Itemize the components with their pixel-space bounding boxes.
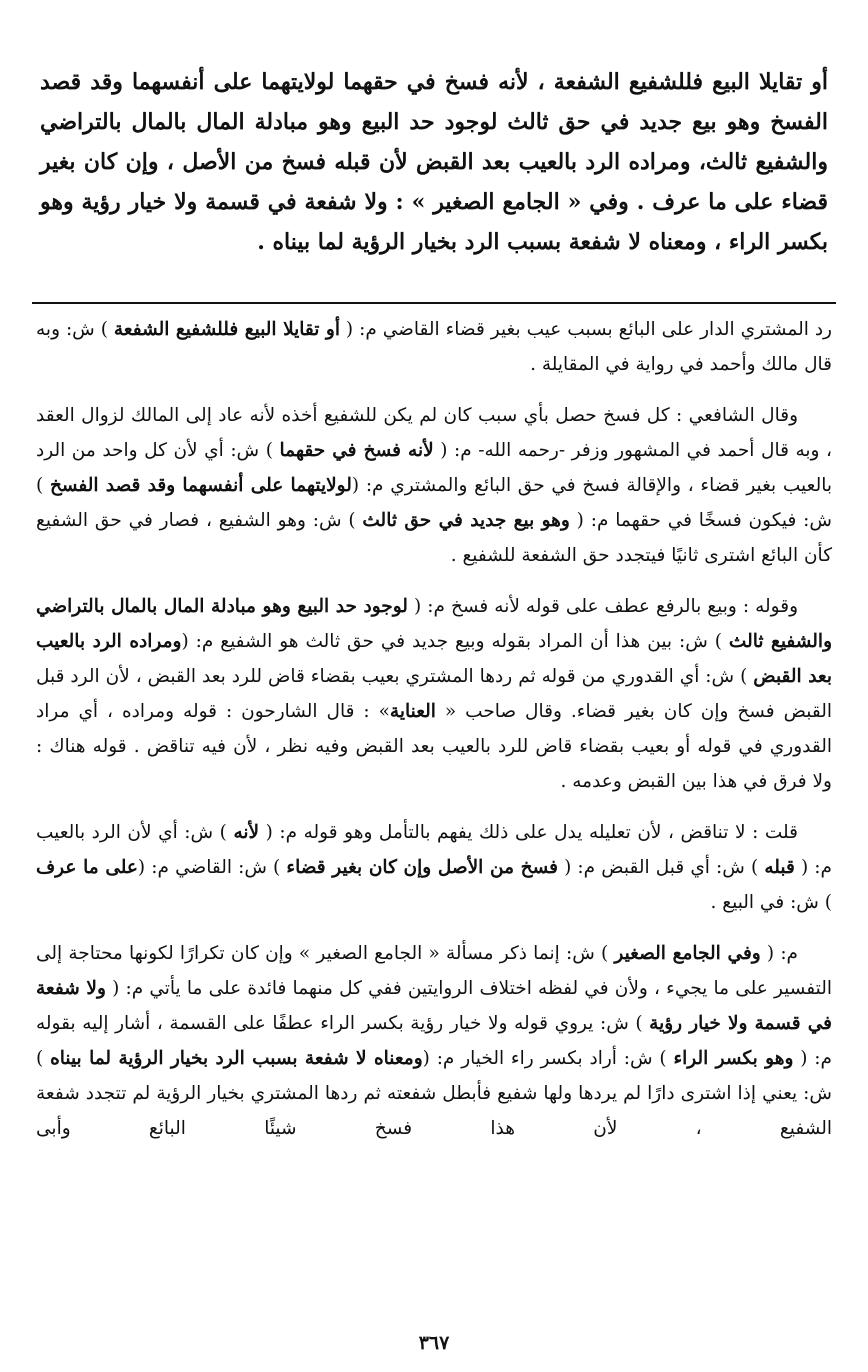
commentary-text: ) ش: وبه قال مالك وأحمد في رواية في المقايلة .: [36, 319, 832, 375]
quoted-main-text: لوجود حد البيع وهو مبادلة المال بالمال بالتراضي والشفيع ثالث: [36, 596, 832, 652]
commentary-text: م: (: [760, 943, 799, 964]
quoted-main-text: ولا شفعة في قسمة ولا خيار رؤية: [36, 978, 832, 1034]
commentary-text: » : قال الشارحون : قوله ومراده ، أي مراد القدوري في قوله أو بعيب بقضاء قاض للرد بالعيب بعد القبض وفيه نظر ، لأن فيه تناقض . قوله هناك : ولا فرق في هذا بين القبض وعدمه .: [36, 701, 832, 792]
quoted-main-text: لأنه فسخ في حقهما: [279, 440, 434, 461]
commentary-text: ) ش: القاضي م: (: [137, 857, 287, 878]
commentary-text: ) ش: أي لأن كل واحد من الرد بالعيب بغير قضاء ، والإقالة فسخ في حق البائع والمشتري م: (: [36, 440, 832, 496]
quoted-main-text: أو تقايلا البيع فللشفيع الشفعة: [113, 319, 340, 340]
quoted-main-text: وهو بيع جديد في حق ثالث: [362, 510, 570, 531]
quoted-main-text: لولايتهما على أنفسهما وقد قصد الفسخ: [49, 475, 352, 496]
quoted-main-text: فسخ من الأصل وإن كان بغير قضاء: [286, 857, 558, 878]
commentary-paragraph-2: [36, 398, 832, 573]
commentary-text: وقال الشافعي : كل فسخ حصل بأي سبب كان لم يكن للشفيع أخذه لأنه عاد إلى المالك لزوال العقد ، وبه قال أحمد في المشهور وزفر -رحمه الله- م: (: [36, 405, 833, 461]
commentary-text: ) ش: يعني إذا اشترى دارًا لم يردها ولها شفيع فأبطل شفعته ثم ردها المشتري بخيار الرؤية لم تتجدد شفعة الشفيع ، لأن هذا فسخ شيئًا البائع وأبى: [36, 1048, 832, 1139]
commentary-text: ) ش: أراد بكسر راء الخيار م: (: [422, 1048, 674, 1069]
quoted-main-text: العناية: [389, 701, 436, 722]
main-text-block: [40, 62, 828, 262]
commentary-text: ) ش: أي قبل القبض م: (: [557, 857, 765, 878]
commentary-text: ) ش: في البيع .: [710, 892, 832, 913]
quoted-main-text: قبله: [764, 857, 795, 878]
quoted-main-text: لأنه: [233, 822, 260, 843]
main-text: أو تقايلا البيع فللشفيع الشفعة ، لأنه فسخ في حقهما لولايتهما على أنفسهما وقد قصد الفسخ وهو بيع جديد في حق ثالث لوجود حد البيع وهو مبادلة المال بالمال بالتراضي والشفيع ثالث، ومراده الرد بالعيب بعد القبض لأن قبله فسخ من الأصل ، وإن كان بغير قضاء على ما عرف . وفي « الجامع الصغير » : ولا شفعة في قسمة ولا خيار رؤية وهو بكسر الراء ، ومعناه لا شفعة بسبب الرد بخيار الرؤية لما بيناه .: [40, 69, 828, 255]
commentary-text: قلت : لا تناقض ، لأن تعليله يدل على ذلك يفهم بالتأمل وهو قوله م: (: [259, 822, 798, 843]
separator-rule: [32, 302, 836, 304]
page-number: ٣٦٧: [418, 1332, 450, 1354]
quoted-main-text: ومعناه لا شفعة بسبب الرد بخيار الرؤية لما بيناه: [50, 1048, 423, 1069]
commentary-text: رد المشتري الدار على البائع بسبب عيب بغير قضاء القاضي م: (: [339, 319, 832, 340]
commentary-text: ) ش: يروي قوله ولا خيار رؤية بكسر الراء عطفًا على القسمة ، أشار إليه بقوله م: (: [36, 1013, 832, 1069]
commentary-text: وقوله : وبيع بالرفع عطف على قوله لأنه فسخ م: (: [407, 596, 799, 617]
commentary-text: ) ش: بين هذا أن المراد بقوله وبيع جديد في حق ثالث هو الشفيع م: (: [181, 631, 729, 652]
commentary-text: ) ش: إنما ذكر مسألة « الجامع الصغير » وإن كان تكرارًا لكونها محتاجة إلى التفسير على ما يجيء ، ولأن في لفظه اختلاف الروايتين ففي كل منهما فائدة على ما يأتي م: (: [36, 943, 832, 999]
quoted-main-text: وهو بكسر الراء: [673, 1048, 794, 1069]
commentary-paragraph-1: [36, 312, 832, 382]
commentary-paragraph-5: [36, 936, 832, 1146]
quoted-main-text: على ما عرف: [36, 857, 138, 878]
commentary-paragraph-3: [36, 589, 832, 799]
commentary-text: ) ش: فيكون فسخًا في حقهما م: (: [36, 475, 832, 531]
commentary-block: [36, 312, 832, 1146]
commentary-text: ) ش: أي لأن الرد بالعيب م: (: [36, 822, 832, 878]
commentary-text: ) ش: وهو الشفيع ، فصار في حق الشفيع كأن البائع اشترى ثانيًا فيتجدد حق الشفعة للشفيع .: [36, 510, 832, 566]
commentary-text: ) ش: أي القدوري من قوله ثم ردها المشتري بعيب بقضاء قاض للرد بعد القبض ، لأن الرد قبل القبض فسخ وإن كان بغير قضاء. وقال صاحب «: [36, 666, 832, 722]
quoted-main-text: وفي الجامع الصغير: [614, 943, 761, 964]
commentary-paragraph-4: [36, 815, 832, 920]
quoted-main-text: ومراده الرد بالعيب بعد القبض: [36, 631, 832, 687]
